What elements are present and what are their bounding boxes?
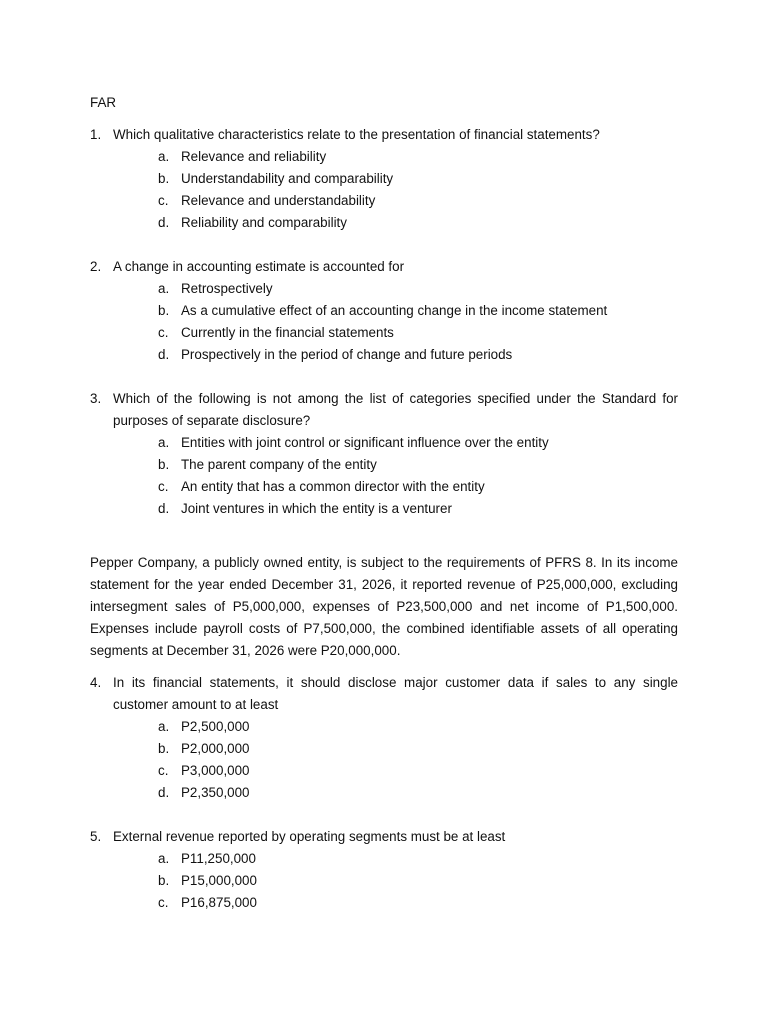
option-text: As a cumulative effect of an accounting change in the income statement — [181, 303, 608, 318]
option-text: Joint ventures in which the entity is a venturer — [181, 501, 452, 516]
option-text: P2,000,000 — [181, 741, 250, 756]
document-heading: FAR — [90, 95, 117, 110]
question-stem — [90, 672, 678, 716]
answer-option — [90, 892, 678, 914]
answer-options — [90, 432, 678, 520]
option-letter: c. — [158, 479, 169, 494]
option-letter: c. — [158, 895, 169, 910]
option-text: P3,000,000 — [181, 763, 250, 778]
option-letter: d. — [158, 501, 170, 516]
answer-option — [90, 476, 678, 498]
option-text: Currently in the financial statements — [181, 325, 394, 340]
answer-option — [90, 716, 678, 738]
question-stem — [90, 826, 678, 848]
option-letter: a. — [158, 281, 170, 296]
option-letter: a. — [158, 149, 170, 164]
option-text: Understandability and comparability — [181, 171, 394, 186]
answer-option — [90, 146, 678, 168]
option-letter: d. — [158, 215, 170, 230]
question-number: 4. — [90, 675, 102, 690]
question-number: 2. — [90, 259, 102, 274]
question-stem — [90, 388, 678, 432]
question-text: External revenue reported by operating segments must be at least — [113, 829, 506, 844]
answer-options — [90, 278, 678, 366]
option-text: Retrospectively — [181, 281, 273, 296]
answer-option — [90, 454, 678, 476]
option-text: P16,875,000 — [181, 895, 257, 910]
question-number: 5. — [90, 829, 102, 844]
question-5 — [90, 826, 678, 914]
question-3 — [90, 388, 678, 520]
answer-option — [90, 782, 678, 804]
option-letter: a. — [158, 435, 170, 450]
option-letter: c. — [158, 763, 169, 778]
question-text: Which of the following is not among the list of categories specified under the Standard for purposes of separate disclosure? — [113, 391, 678, 428]
option-letter: d. — [158, 347, 170, 362]
question-1 — [90, 124, 678, 234]
answer-option — [90, 278, 678, 300]
option-letter: b. — [158, 303, 170, 318]
answer-options — [90, 146, 678, 234]
question-2 — [90, 256, 678, 366]
option-letter: b. — [158, 873, 170, 888]
option-text: The parent company of the entity — [181, 457, 377, 472]
question-stem — [90, 256, 678, 278]
option-letter: b. — [158, 171, 170, 186]
answer-option — [90, 300, 678, 322]
option-text: Entities with joint control or significant influence over the entity — [181, 435, 549, 450]
answer-option — [90, 848, 678, 870]
option-text: P2,500,000 — [181, 719, 250, 734]
option-letter: c. — [158, 325, 169, 340]
option-letter: a. — [158, 719, 170, 734]
option-letter: c. — [158, 193, 169, 208]
answer-option — [90, 738, 678, 760]
question-text: Which qualitative characteristics relate to the presentation of financial statements? — [113, 127, 600, 142]
option-text: An entity that has a common director with the entity — [181, 479, 485, 494]
answer-option — [90, 190, 678, 212]
question-text: In its financial statements, it should disclose major customer data if sales to any single customer amount to at least — [113, 675, 678, 712]
option-text: P15,000,000 — [181, 873, 257, 888]
question-text: A change in accounting estimate is accounted for — [113, 259, 405, 274]
answer-option — [90, 212, 678, 234]
answer-option — [90, 870, 678, 892]
answer-options — [90, 848, 678, 914]
option-text: Reliability and comparability — [181, 215, 347, 230]
answer-option — [90, 498, 678, 520]
question-number: 3. — [90, 391, 102, 406]
option-letter: b. — [158, 457, 170, 472]
option-letter: b. — [158, 741, 170, 756]
answer-options — [90, 716, 678, 804]
question-stem — [90, 124, 678, 146]
option-text: P11,250,000 — [181, 851, 256, 866]
answer-option — [90, 760, 678, 782]
option-text: Relevance and reliability — [181, 149, 327, 164]
option-letter: a. — [158, 851, 170, 866]
answer-option — [90, 344, 678, 366]
option-letter: d. — [158, 785, 170, 800]
option-text: Prospectively in the period of change and future periods — [181, 347, 513, 362]
answer-option — [90, 168, 678, 190]
answer-option — [90, 432, 678, 454]
question-number: 1. — [90, 127, 102, 142]
case-paragraph: Pepper Company, a publicly owned entity, is subject to the requirements of PFRS 8. In its income statement for the year ended December 31, 2026, it reported revenue of P25,000,000, excluding intersegment sales of P5,000,000, expenses of P23,500,000 and net income of P1,500,000. Expenses include payroll costs of P7,500,000, the combined identifiable assets of all operating segments at December 31, 2026 were P20,000,000. — [90, 555, 678, 658]
answer-option — [90, 322, 678, 344]
option-text: Relevance and understandability — [181, 193, 376, 208]
question-4 — [90, 672, 678, 804]
option-text: P2,350,000 — [181, 785, 250, 800]
